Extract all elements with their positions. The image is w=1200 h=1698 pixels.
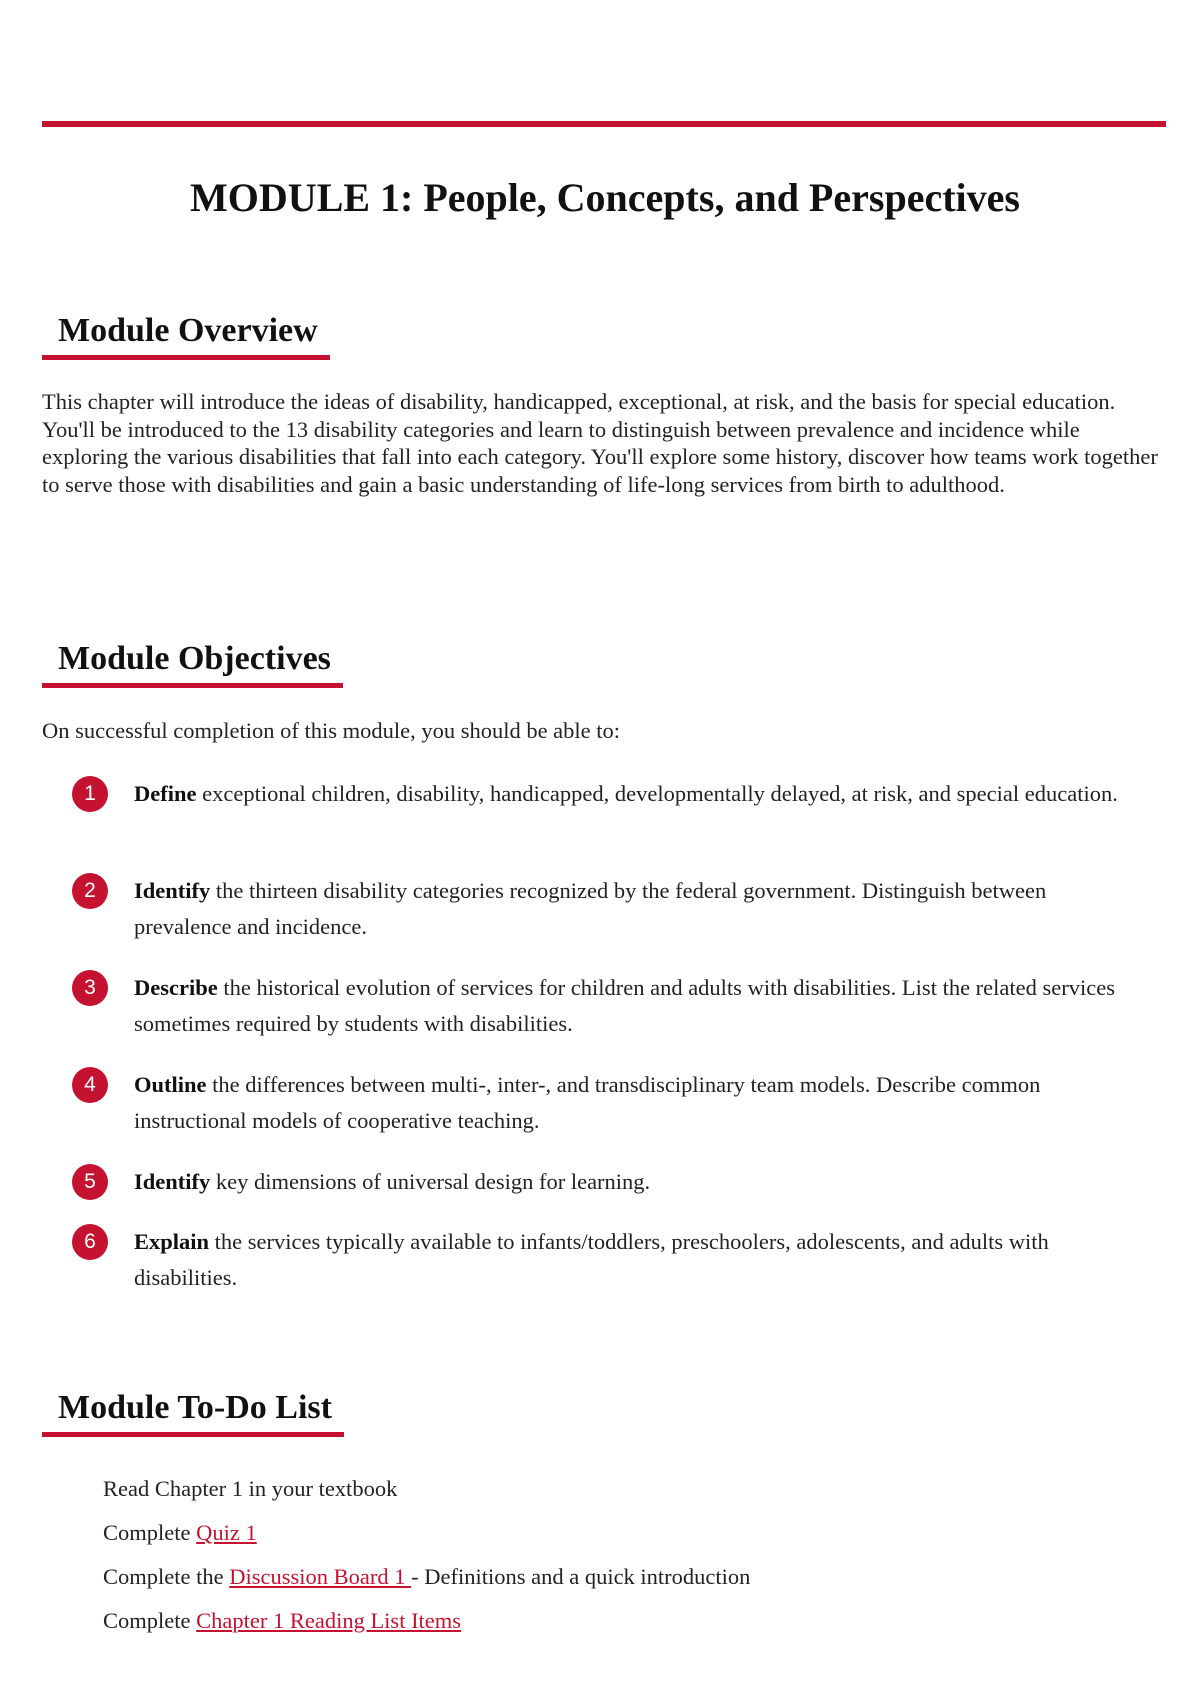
objective-text <box>134 1164 1134 1200</box>
todo-text: Read Chapter 1 in your textbook <box>103 1476 398 1501</box>
reading-list-link[interactable]: Chapter 1 Reading List Items <box>196 1608 462 1633</box>
objectives-heading: Module Objectives <box>42 639 343 688</box>
todo-text: Complete the <box>103 1564 230 1589</box>
objective-description: the services typically available to infants/toddlers, preschoolers, adolescents, and adults with disabilities. <box>134 1229 1049 1290</box>
objective-verb: Describe <box>134 975 218 1000</box>
quiz-1-link[interactable]: Quiz 1 <box>196 1520 257 1545</box>
objective-verb: Identify <box>134 878 211 903</box>
objective-description: exceptional children, disability, handicapped, developmentally delayed, at risk, and special education. <box>196 781 1118 806</box>
objective-description: the thirteen disability categories recognized by the federal government. Distinguish between prevalence and incidence. <box>134 878 1047 939</box>
objective-item-4 <box>72 1067 1152 1139</box>
objective-number-badge: 4 <box>72 1067 108 1103</box>
todo-item-read-chapter <box>103 1475 397 1503</box>
overview-text: This chapter will introduce the ideas of disability, handicapped, exceptional, at risk, and the basis for special education. You'll be introduced to the 13 disability categories and learn to distinguish between prevalence and incidence while exploring the various disabilities that fall into each category. You'll explore some history, discover how teams work together to serve those with disabilities and gain a basic understanding of life-long services from birth to adulthood. <box>42 389 1158 497</box>
objective-number-badge: 3 <box>72 970 108 1006</box>
objective-verb: Identify <box>134 1169 211 1194</box>
objective-verb: Explain <box>134 1229 210 1254</box>
objective-item-3 <box>72 970 1152 1042</box>
todo-item-reading-list <box>103 1607 461 1635</box>
objective-item-1 <box>72 776 1152 812</box>
objective-description: the differences between multi-, inter-, and transdisciplinary team models. Describe common instructional models of cooperative teaching. <box>134 1072 1041 1133</box>
objective-number-badge: 5 <box>72 1164 108 1200</box>
todo-item-discussion <box>103 1563 750 1591</box>
objective-number-badge: 6 <box>72 1224 108 1260</box>
todo-item-quiz <box>103 1519 257 1547</box>
objective-description: key dimensions of universal design for learning. <box>210 1169 651 1194</box>
objective-number-badge: 2 <box>72 873 108 909</box>
objective-text <box>134 873 1134 945</box>
objective-item-6 <box>72 1224 1152 1296</box>
todo-heading: Module To-Do List <box>42 1388 344 1437</box>
objectives-intro: On successful completion of this module, you should be able to: <box>42 718 621 743</box>
objective-item-5 <box>72 1164 1152 1200</box>
objective-text <box>134 776 1134 812</box>
todo-text: Complete <box>103 1520 197 1545</box>
objective-item-2 <box>72 873 1152 945</box>
objective-verb: Outline <box>134 1072 207 1097</box>
objective-verb: Define <box>134 781 197 806</box>
todo-suffix-text: - Definitions and a quick introduction <box>411 1564 751 1589</box>
page-title: MODULE 1: People, Concepts, and Perspectives <box>190 175 1020 220</box>
todo-text: Complete <box>103 1608 197 1633</box>
objective-number-badge: 1 <box>72 776 108 812</box>
objective-text <box>134 1224 1134 1296</box>
discussion-board-1-link[interactable]: Discussion Board 1 <box>229 1564 412 1589</box>
objective-description: the historical evolution of services for children and adults with disabilities. List the related services sometimes required by students with disabilities. <box>134 975 1115 1036</box>
top-divider <box>42 121 1166 127</box>
overview-heading: Module Overview <box>42 311 330 360</box>
objective-text <box>134 970 1134 1042</box>
objective-text <box>134 1067 1134 1139</box>
